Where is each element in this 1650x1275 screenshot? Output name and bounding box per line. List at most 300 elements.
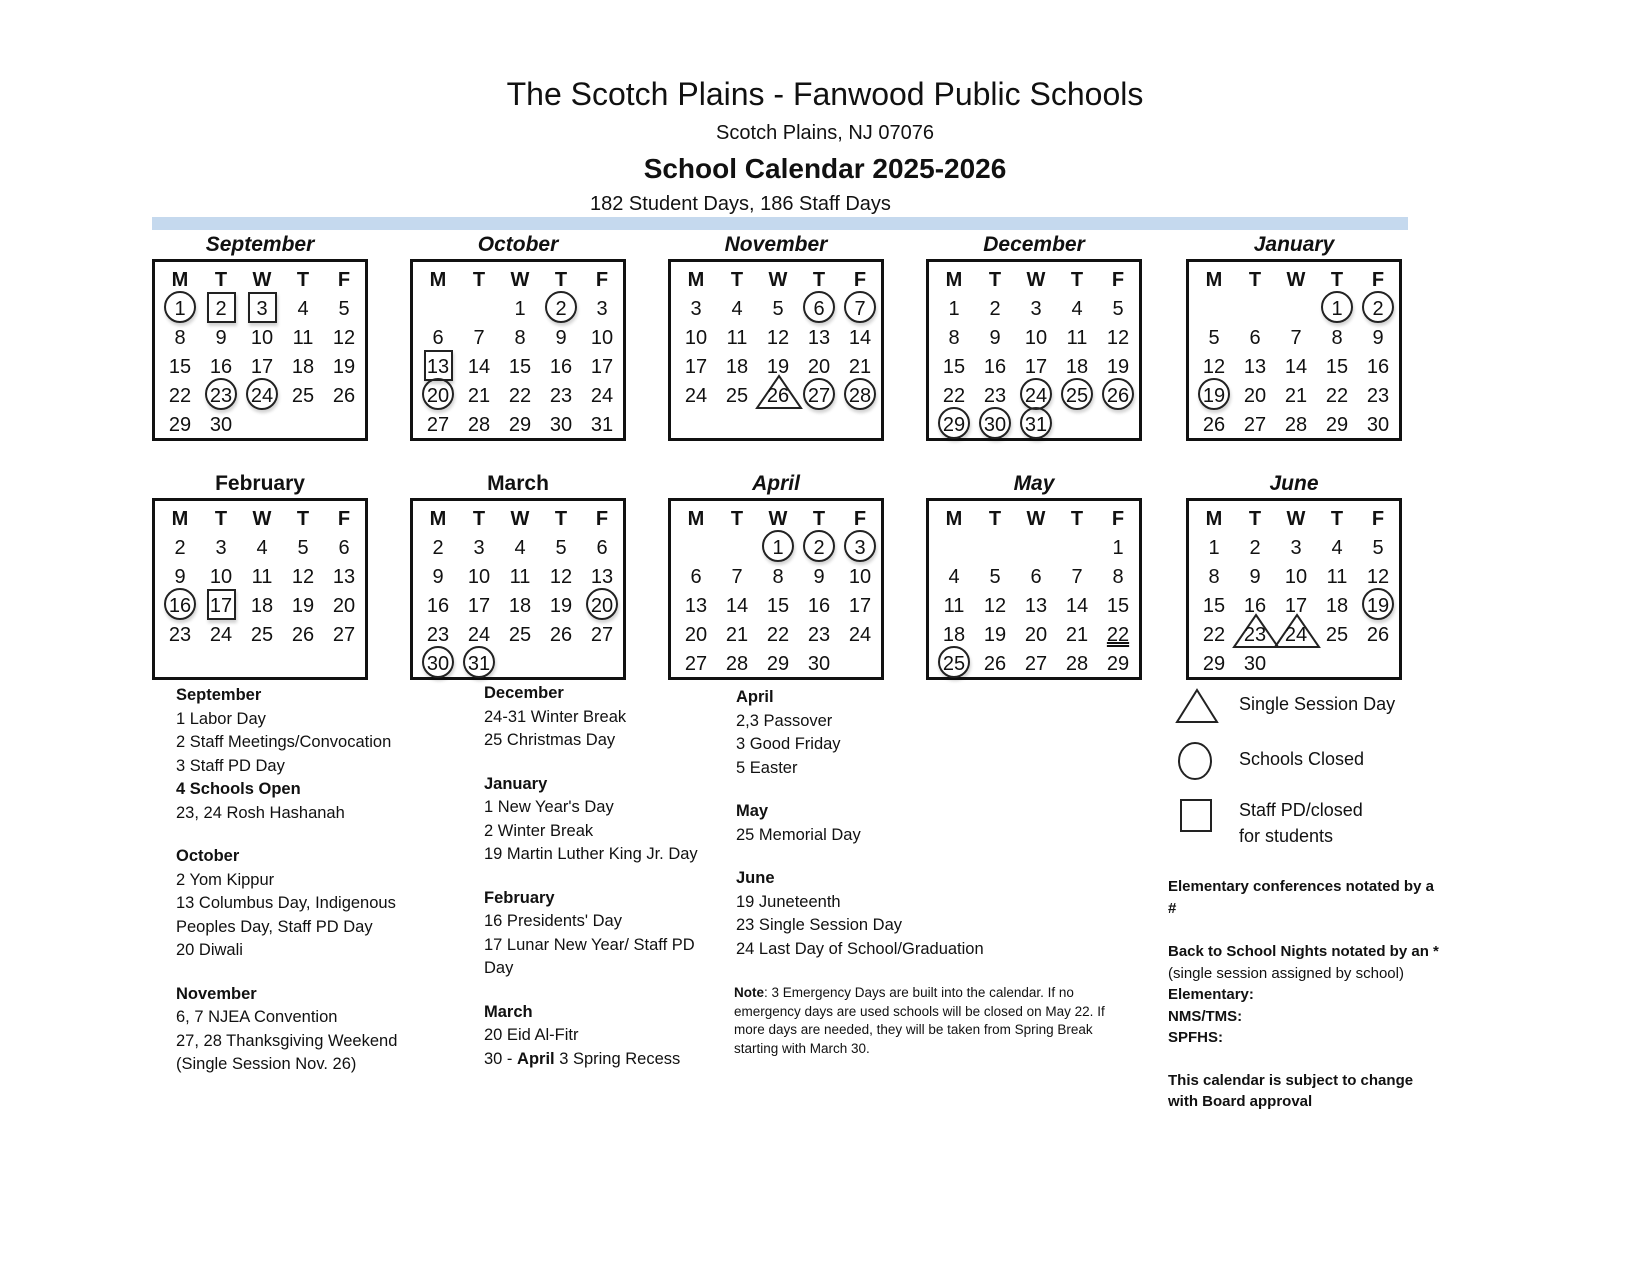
month-calendar-february: [152, 498, 368, 680]
weekday-label: W: [768, 508, 788, 530]
day-cell: [1015, 592, 1057, 620]
day-number: 17: [1024, 356, 1048, 378]
day-number: 5: [1208, 327, 1220, 349]
day-number: 20: [807, 356, 831, 378]
day-cell: [417, 650, 459, 678]
day-number: 26: [332, 385, 356, 407]
weekday-label: M: [1205, 269, 1223, 291]
day-cell: [540, 563, 582, 591]
day-number: 29: [168, 414, 192, 436]
disclaimer: This calendar is subject to change with Board approval: [1168, 1071, 1414, 1110]
day-cell: [933, 563, 975, 591]
day-cell: [1193, 382, 1235, 410]
day-number: 22: [766, 624, 790, 646]
day-number: 2: [215, 298, 227, 320]
day-cell: [540, 621, 582, 649]
day-number: 1: [514, 298, 526, 320]
weekday-label: M: [171, 508, 189, 530]
day-cell: [1357, 353, 1399, 381]
notes-item: 5 Easter: [736, 758, 798, 777]
day-cell: [323, 592, 365, 620]
day-number: 13: [1024, 595, 1048, 617]
notes-item: 27, 28 Thanksgiving Weekend: [176, 1031, 398, 1050]
day-number: 10: [209, 566, 233, 588]
day-cell: [933, 324, 975, 352]
day-cell: [200, 621, 242, 649]
day-cell: [540, 534, 582, 562]
day-cell: [581, 411, 623, 439]
day-cell: [159, 534, 201, 562]
day-number: 23: [168, 624, 192, 646]
day-cell: [933, 621, 975, 649]
weekday-label: M: [687, 269, 705, 291]
day-cell: [1056, 592, 1098, 620]
month-calendar-december: [926, 259, 1142, 441]
day-number: 15: [168, 356, 192, 378]
day-cell: [200, 534, 242, 562]
day-cell: [1056, 563, 1098, 591]
day-cell: [581, 563, 623, 591]
day-cell: [757, 621, 799, 649]
day-number: 24: [467, 624, 491, 646]
day-cell: [417, 353, 459, 381]
day-number: 18: [725, 356, 749, 378]
day-number: 20: [332, 595, 356, 617]
day-number: 1: [1208, 537, 1220, 559]
day-number: 23: [1243, 624, 1267, 646]
day-number: 25: [250, 624, 274, 646]
day-number: 31: [1024, 414, 1048, 436]
day-number: 21: [467, 385, 491, 407]
weekday-label: F: [1111, 269, 1125, 291]
day-cell: [1097, 534, 1139, 562]
day-number: 11: [251, 566, 273, 588]
weekday-label: T: [812, 508, 826, 530]
day-cell: [417, 534, 459, 562]
day-cell: [839, 353, 881, 381]
day-cell: [159, 592, 201, 620]
day-cell: [1357, 324, 1399, 352]
day-number: 9: [989, 327, 1001, 349]
day-cell: [757, 650, 799, 678]
day-cell: [282, 592, 324, 620]
day-number: 15: [508, 356, 532, 378]
day-cell: [282, 563, 324, 591]
day-number: 19: [1202, 385, 1226, 407]
day-cell: [417, 411, 459, 439]
day-cell: [974, 353, 1016, 381]
weekday-label: F: [595, 269, 609, 291]
day-cell: [1234, 382, 1276, 410]
day-cell: [499, 592, 541, 620]
day-number: 28: [725, 653, 749, 675]
weekday-label: F: [1371, 269, 1385, 291]
day-cell: [1056, 650, 1098, 678]
day-number: 11: [1066, 327, 1088, 349]
day-number: 9: [1372, 327, 1384, 349]
day-number: 6: [813, 298, 825, 320]
day-number: 20: [590, 595, 614, 617]
day-number: 22: [1325, 385, 1349, 407]
day-number: 26: [1366, 624, 1390, 646]
day-number: 26: [983, 653, 1007, 675]
day-number: 3: [690, 298, 702, 320]
day-cell: [1193, 353, 1235, 381]
day-number: 5: [555, 537, 567, 559]
day-cell: [839, 592, 881, 620]
weekday-label: T: [1070, 269, 1084, 291]
day-cell: [1234, 650, 1276, 678]
day-number: 3: [256, 298, 268, 320]
day-cell: [1097, 592, 1139, 620]
day-number: 16: [549, 356, 573, 378]
notes-month-heading: June: [736, 869, 775, 887]
day-cell: [974, 324, 1016, 352]
day-cell: [200, 295, 242, 323]
day-number: 15: [1325, 356, 1349, 378]
day-number: 30: [807, 653, 831, 675]
spacer: [736, 780, 984, 800]
day-cell: [159, 382, 201, 410]
day-number: 22: [508, 385, 532, 407]
day-cell: [1015, 563, 1057, 591]
day-number: 27: [590, 624, 614, 646]
notes-item: 17 Lunar New Year/ Staff PD: [484, 935, 695, 954]
day-cell: [1316, 621, 1358, 649]
day-cell: [323, 324, 365, 352]
weekday-label: W: [252, 269, 272, 291]
day-cell: [499, 411, 541, 439]
day-cell: [1015, 621, 1057, 649]
day-cell: [1193, 621, 1235, 649]
day-number: 8: [1331, 327, 1343, 349]
day-number: 10: [250, 327, 274, 349]
day-cell: [839, 534, 881, 562]
day-cell: [839, 324, 881, 352]
day-number: 12: [1202, 356, 1226, 378]
day-number: 19: [1366, 595, 1390, 617]
day-number: 26: [1106, 385, 1130, 407]
day-number: 23: [1366, 385, 1390, 407]
day-number: 19: [332, 356, 356, 378]
conferences-note: Elementary conferences notated by a #: [1168, 878, 1434, 917]
notes-item: 3 Good Friday: [736, 735, 841, 753]
notes-month-heading: April: [736, 688, 774, 706]
notes-item: 13 Columbus Day, Indigenous: [176, 894, 396, 912]
day-number: 18: [942, 624, 966, 646]
day-cell: [933, 650, 975, 678]
day-cell: [1015, 411, 1057, 439]
day-cell: [974, 650, 1016, 678]
day-number: 5: [1372, 537, 1384, 559]
spacer: [176, 825, 397, 845]
notes-column-1: [176, 684, 397, 1077]
day-cell: [675, 295, 717, 323]
notes-item: 24 Last Day of School/Graduation: [736, 939, 984, 958]
day-number: 12: [1366, 566, 1390, 588]
day-number: 10: [1284, 566, 1308, 588]
weekday-label: T: [988, 269, 1002, 291]
notes-item: 23, 24 Rosh Hashanah: [176, 803, 345, 822]
day-number: 14: [725, 595, 749, 617]
day-cell: [1097, 382, 1139, 410]
day-number: 6: [432, 327, 444, 349]
day-cell: [974, 382, 1016, 410]
day-number: 12: [1106, 327, 1130, 349]
day-cell: [974, 411, 1016, 439]
day-number: 25: [942, 653, 966, 675]
day-number: 6: [690, 566, 702, 588]
day-cell: [581, 621, 623, 649]
day-cell: [323, 382, 365, 410]
day-cell: [1193, 411, 1235, 439]
day-number: 8: [1208, 566, 1220, 588]
day-number: 8: [772, 566, 784, 588]
day-number: 4: [514, 537, 526, 559]
triangle-icon: [1175, 688, 1219, 724]
month-calendar-april: [668, 498, 884, 680]
day-number: 30: [1243, 653, 1267, 675]
day-number: 25: [725, 385, 749, 407]
day-cell: [241, 324, 283, 352]
day-number: 20: [1243, 385, 1267, 407]
day-cell: [716, 621, 758, 649]
day-number: 21: [1065, 624, 1089, 646]
day-cell: [757, 382, 799, 410]
day-number: 1: [772, 537, 784, 559]
day-number: 22: [1202, 624, 1226, 646]
day-cell: [1357, 382, 1399, 410]
day-cell: [417, 324, 459, 352]
day-cell: [1357, 295, 1399, 323]
day-cell: [499, 353, 541, 381]
day-cell: [159, 621, 201, 649]
day-number: 18: [1325, 595, 1349, 617]
day-cell: [1056, 382, 1098, 410]
spacer: [484, 981, 698, 1001]
weekday-label: W: [1026, 508, 1046, 530]
day-number: 15: [1106, 595, 1130, 617]
day-number: 12: [766, 327, 790, 349]
month-title-november: November: [724, 233, 828, 256]
month-calendar-june: [1186, 498, 1402, 680]
notes-month-heading: February: [484, 888, 555, 907]
day-cell: [839, 295, 881, 323]
day-cell: [933, 592, 975, 620]
day-number: 11: [1326, 566, 1348, 588]
month-calendar-january: [1186, 259, 1402, 441]
spacer: [484, 867, 698, 887]
day-number: 24: [590, 385, 614, 407]
day-cell: [1275, 411, 1317, 439]
day-cell: [757, 295, 799, 323]
day-number: 24: [684, 385, 708, 407]
day-number: 20: [684, 624, 708, 646]
day-number: 1: [1112, 537, 1124, 559]
elementary-label: Elementary:: [1168, 986, 1254, 1003]
day-cell: [1234, 324, 1276, 352]
day-number: 27: [426, 414, 450, 436]
day-number: 8: [948, 327, 960, 349]
notes-column-2: [484, 682, 698, 1071]
day-number: 16: [1243, 595, 1267, 617]
day-number: 4: [297, 298, 309, 320]
day-number: 28: [1284, 414, 1308, 436]
day-number: 5: [772, 298, 784, 320]
day-cell: [417, 382, 459, 410]
day-cell: [1357, 621, 1399, 649]
weekday-label: M: [945, 508, 963, 530]
day-number: 21: [1284, 385, 1308, 407]
weekday-label: M: [945, 269, 963, 291]
day-number: 1: [174, 298, 186, 320]
day-cell: [241, 353, 283, 381]
day-number: 10: [684, 327, 708, 349]
day-number: 8: [174, 327, 186, 349]
day-number: 24: [1284, 624, 1308, 646]
weekday-label: M: [429, 508, 447, 530]
month-calendar-november: [668, 259, 884, 441]
day-cell: [933, 382, 975, 410]
day-number: 24: [209, 624, 233, 646]
day-cell: [499, 534, 541, 562]
month-title-december: December: [983, 233, 1085, 256]
day-cell: [1056, 353, 1098, 381]
day-number: 17: [250, 356, 274, 378]
day-cell: [716, 650, 758, 678]
weekday-label: W: [252, 508, 272, 530]
notes-item: 19 Martin Luther King Jr. Day: [484, 845, 698, 863]
day-number: 30: [209, 414, 233, 436]
notes-item: 6, 7 NJEA Convention: [176, 1008, 338, 1026]
day-cell: [458, 534, 500, 562]
day-number: 2: [555, 298, 567, 320]
day-number: 7: [1071, 566, 1083, 588]
day-cell: [417, 621, 459, 649]
weekday-label: W: [510, 508, 530, 530]
square-icon: [1175, 796, 1219, 836]
day-number: 21: [725, 624, 749, 646]
day-cell: [1316, 324, 1358, 352]
day-number: 31: [590, 414, 614, 436]
day-number: 25: [1325, 624, 1349, 646]
day-cell: [159, 353, 201, 381]
day-number: 14: [1284, 356, 1308, 378]
day-cell: [200, 353, 242, 381]
day-number: 13: [332, 566, 356, 588]
weekday-label: F: [853, 508, 867, 530]
day-number: 13: [1243, 356, 1267, 378]
month-title-october: October: [477, 233, 559, 256]
day-cell: [1234, 563, 1276, 591]
notes-item: 23 Single Session Day: [736, 916, 903, 934]
day-cell: [458, 621, 500, 649]
day-cell: [540, 411, 582, 439]
day-cell: [581, 324, 623, 352]
day-number: 30: [1366, 414, 1390, 436]
notes-item: 4 Schools Open: [176, 780, 301, 798]
day-number: 9: [215, 327, 227, 349]
notes-item: 2 Yom Kippur: [176, 870, 275, 889]
day-cell: [417, 592, 459, 620]
day-cell: [458, 382, 500, 410]
day-cell: [716, 382, 758, 410]
day-cell: [282, 324, 324, 352]
weekday-label: W: [1026, 269, 1046, 291]
day-number: 23: [983, 385, 1007, 407]
day-number: 6: [1249, 327, 1261, 349]
day-number: 20: [426, 385, 450, 407]
notes-item: 2,3 Passover: [736, 711, 833, 730]
day-number: 13: [590, 566, 614, 588]
notes-item-part: April: [517, 1049, 555, 1068]
district-location: Scotch Plains, NJ 07076: [716, 122, 934, 144]
day-cell: [1357, 592, 1399, 620]
day-number: 23: [426, 624, 450, 646]
day-number: 14: [1065, 595, 1089, 617]
day-number: 2: [174, 537, 186, 559]
weekday-label: T: [1330, 508, 1344, 530]
day-cell: [1275, 621, 1317, 649]
single-session-note: (single session assigned by school): [1168, 964, 1404, 982]
day-number: 8: [514, 327, 526, 349]
month-calendar-october: [410, 259, 626, 441]
day-number: 3: [854, 537, 866, 559]
day-number: 3: [1030, 298, 1042, 320]
day-number: 13: [684, 595, 708, 617]
day-cell: [798, 324, 840, 352]
day-cell: [974, 295, 1016, 323]
day-number: 31: [467, 653, 491, 675]
spfhs-label: SPFHS:: [1168, 1029, 1224, 1046]
day-number: 30: [983, 414, 1007, 436]
day-number: 16: [1366, 356, 1390, 378]
notes-month-heading: January: [484, 774, 548, 793]
spacer: [484, 753, 698, 773]
day-number: 9: [813, 566, 825, 588]
day-cell: [581, 592, 623, 620]
day-number: 29: [942, 414, 966, 436]
day-number: 30: [426, 653, 450, 675]
day-number: 28: [467, 414, 491, 436]
day-number: 12: [549, 566, 573, 588]
day-cell: [200, 563, 242, 591]
day-number: 10: [590, 327, 614, 349]
day-cell: [200, 411, 242, 439]
day-cell: [499, 295, 541, 323]
day-number: 5: [338, 298, 350, 320]
day-number: 10: [467, 566, 491, 588]
day-cell: [757, 324, 799, 352]
month-title-march: March: [487, 472, 549, 495]
day-number: 9: [432, 566, 444, 588]
day-cell: [716, 353, 758, 381]
day-cell: [1275, 324, 1317, 352]
day-cell: [581, 534, 623, 562]
day-cell: [1015, 650, 1057, 678]
day-cell: [839, 563, 881, 591]
weekday-label: T: [988, 508, 1002, 530]
day-number: 5: [1112, 298, 1124, 320]
day-number: 16: [807, 595, 831, 617]
day-cell: [1097, 353, 1139, 381]
day-cell: [540, 592, 582, 620]
day-number: 17: [848, 595, 872, 617]
day-cell: [1097, 563, 1139, 591]
weekday-label: T: [730, 269, 744, 291]
calendar-title: School Calendar 2025-2026: [643, 153, 1007, 184]
day-number: 4: [1331, 537, 1343, 559]
